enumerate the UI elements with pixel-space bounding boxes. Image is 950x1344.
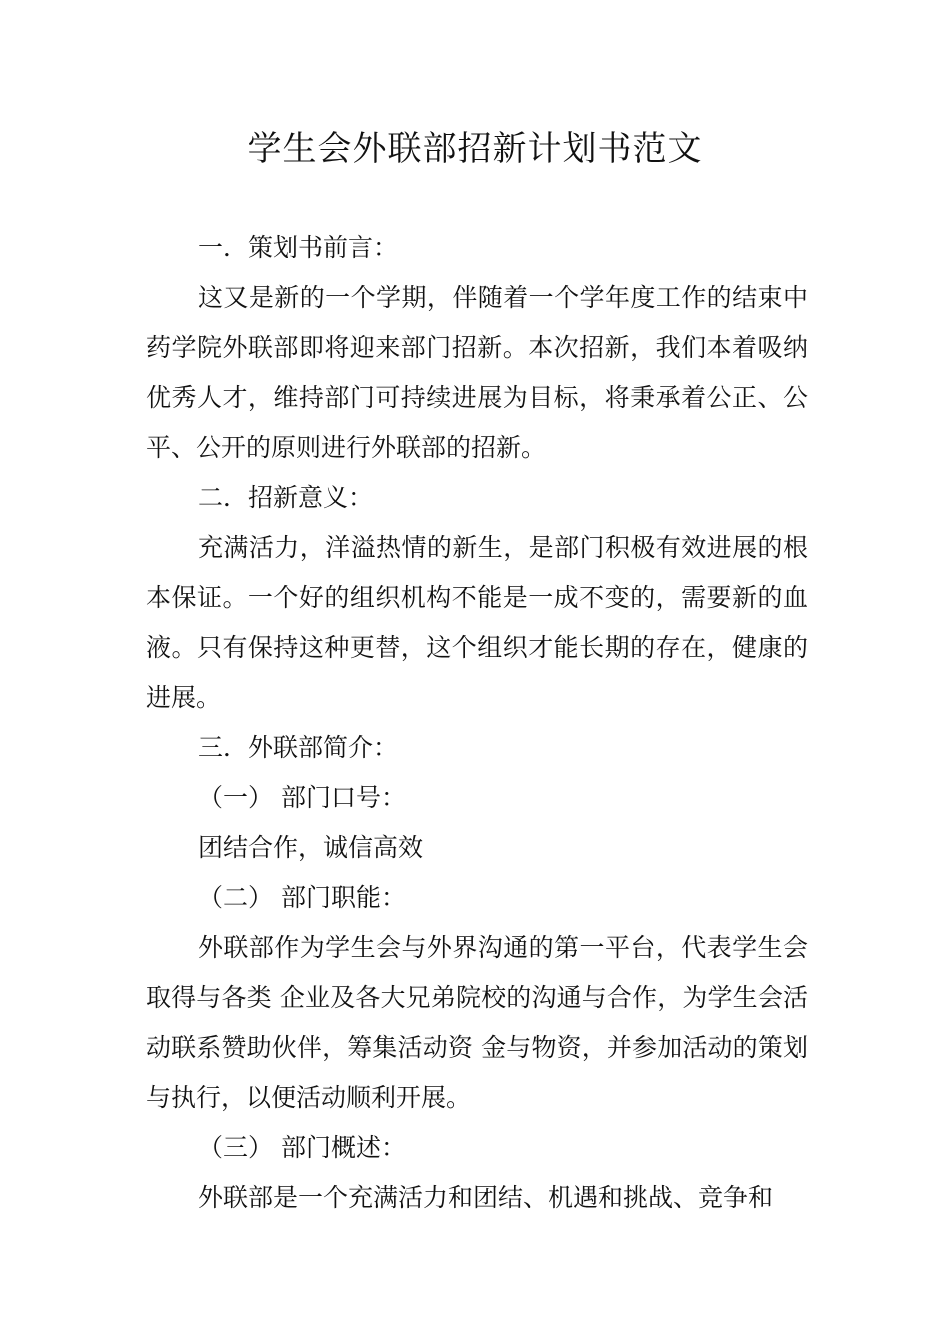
subheading-overview: （三） 部门概述： [198, 1133, 406, 1162]
section-heading-significance: 二．招新意义： [198, 483, 374, 512]
significance-paragraph: 充满活力，洋溢热情的新生，是部门积极有效进展的根本保证。一个好的组织机构不能是一成不变的，需要新的血液。只有保持这种更替，这个组织才能长期的存在，健康的进展。 [146, 533, 808, 712]
preface-paragraph: 这又是新的一个学期，伴随着一个学年度工作的结束中药学院外联部即将迎来部门招新。本次招新，我们本着吸纳优秀人才，维持部门可持续进展为目标，将秉承着公正、公平、公开的原则进行外联部的招新。 [146, 283, 808, 462]
section-heading-preface: 一．策划书前言： [198, 233, 399, 262]
functions-paragraph: 外联部作为学生会与外界沟通的第一平台，代表学生会取得与各类 企业及各大兄弟院校的沟通与合作，为学生会活动联系赞助伙伴，筹集活动资 金与物资，并参加活动的策划与执行，以便活动顺利开展。 [146, 933, 808, 1112]
subheading-functions: （二） 部门职能： [198, 883, 406, 912]
section-heading-introduction: 三．外联部简介： [198, 733, 399, 762]
slogan-text: 团结合作，诚信高效 [198, 833, 424, 862]
overview-paragraph: 外联部是一个充满活力和团结、机遇和挑战、竞争和 [198, 1183, 774, 1212]
document-title: 学生会外联部招新计划书范文 [247, 129, 703, 169]
document-body [146, 223, 808, 1223]
subheading-slogan: （一） 部门口号： [198, 783, 406, 812]
